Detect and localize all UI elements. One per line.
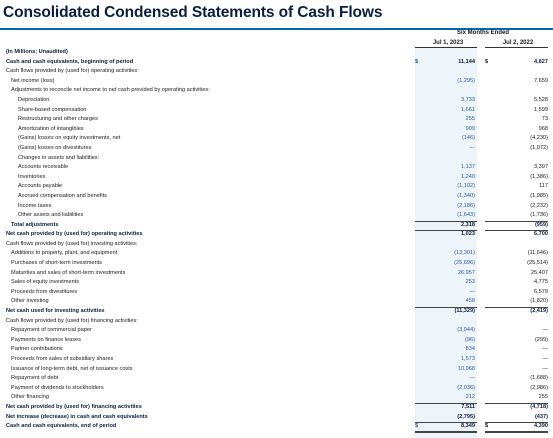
column-header-current: Jul 1, 2023 [432, 40, 464, 46]
value-current-period: 10,968 [457, 365, 475, 372]
row-label: Proceeds from divestitures [11, 288, 78, 295]
row-label: Total adjustments [11, 221, 59, 228]
row-label: Cash and cash equivalents, beginning of period [6, 58, 134, 65]
row-label: Other financing [11, 394, 49, 401]
value-prior-period: 968 [538, 125, 548, 132]
value-current-period: (25,696) [454, 260, 475, 267]
value-prior-period: 4,775 [534, 279, 548, 286]
row-label: Issuance of long-term debt, net of issuance costs [11, 365, 133, 372]
value-prior-period: 6,579 [534, 288, 548, 295]
table-row [0, 403, 553, 413]
value-current-period: (146) [461, 135, 475, 142]
row-label: Cash flows provided by (used for) financing activities: [6, 317, 138, 324]
table-row [0, 58, 553, 68]
table-row [0, 125, 553, 135]
table-row [0, 269, 553, 279]
value-prior-period: 117 [539, 183, 548, 190]
row-label: Payment of dividends to stockholders [11, 384, 104, 391]
value-prior-period: (4,718) [530, 403, 548, 410]
table-row [0, 134, 553, 144]
table-row [0, 240, 553, 250]
value-current-period: 458 [465, 298, 475, 305]
row-label: Adjustments to reconcile net income to net cash provided by operating activities: [11, 87, 210, 94]
total-rule [485, 307, 548, 308]
value-prior-period: (1,072) [530, 144, 548, 151]
cash-flow-table [0, 48, 553, 432]
value-prior-period: (1,688) [530, 375, 548, 382]
value-prior-period: 73 [541, 116, 548, 123]
value-current-period: 1,023 [461, 231, 475, 238]
value-current-period: 1,661 [461, 106, 475, 113]
value-prior-period: (25,514) [527, 260, 548, 267]
total-rule [415, 230, 477, 231]
value-current-period: 26,957 [457, 269, 475, 276]
row-label: Purchases of short-term investments [11, 260, 103, 267]
value-prior-period: (2,232) [530, 202, 548, 209]
table-row [0, 259, 553, 269]
row-label: Restructuring and other charges [18, 116, 98, 123]
row-label: Cash flows provided by (used for) operating activities: [6, 68, 139, 75]
row-label: Sales of equity investments [11, 279, 80, 286]
row-label: (Gains) losses on equity investments, net [18, 135, 121, 142]
row-label: Net increase (decrease) in cash and cash equivalents [6, 413, 148, 420]
value-prior-period: (4,230) [530, 135, 548, 142]
value-current-period: (1,102) [457, 183, 475, 190]
value-prior-period: 1,599 [534, 106, 548, 113]
value-current-period: 1,137 [461, 164, 475, 171]
value-prior-period: (1,386) [530, 173, 548, 180]
table-row [0, 278, 553, 288]
value-current-period: 909 [465, 125, 475, 132]
row-label: Share-based compensation [18, 106, 87, 113]
value-prior-period: — [542, 327, 548, 334]
row-label: Changes in assets and liabilities: [18, 154, 100, 161]
double-underline [485, 432, 548, 433]
value-current-period: — [469, 375, 475, 382]
value-prior-period: 255 [538, 394, 548, 401]
table-row [0, 297, 553, 307]
table-row [0, 336, 553, 346]
table-row [0, 221, 553, 231]
row-label: Additions to property, plant, and equipment [11, 250, 118, 257]
row-label: Repayment of commercial paper [11, 327, 92, 334]
value-current-period: (11,329) [454, 308, 475, 315]
table-row [0, 77, 553, 87]
table-row [0, 202, 553, 212]
total-rule [485, 221, 548, 222]
row-label: Accounts payable [18, 183, 63, 190]
row-label: Maturities and sales of short-term investments [11, 269, 126, 276]
value-prior-period: (437) [534, 413, 548, 420]
table-row [0, 345, 553, 355]
value-prior-period: 4,827 [534, 58, 548, 65]
value-prior-period: 6,700 [534, 231, 548, 238]
total-rule [415, 221, 477, 222]
value-current-period: (1,340) [457, 192, 475, 199]
row-label: Payments on finance leases [11, 336, 81, 343]
value-current-period: 253 [465, 279, 475, 286]
row-label: (Gains) losses on divestitures [18, 144, 92, 151]
row-label: Accrued compensation and benefits [18, 192, 107, 199]
currency-symbol: $ [415, 423, 419, 430]
value-prior-period: 7,659 [534, 77, 548, 84]
row-label: Proceeds from sales of subsidiary shares [11, 356, 114, 362]
table-row [0, 355, 553, 365]
total-rule [415, 403, 477, 404]
table-row [0, 192, 553, 202]
double-underline [415, 432, 477, 433]
table-row [0, 374, 553, 384]
column-group-header: Six Months Ended [456, 30, 509, 36]
value-current-period: (96) [465, 336, 475, 343]
table-row [0, 230, 553, 240]
table-row [0, 106, 553, 116]
table-row [0, 182, 553, 192]
currency-symbol: $ [415, 58, 419, 65]
page-title: Consolidated Condensed Statements of Cash Flows [3, 4, 383, 21]
row-label: Inventories [18, 173, 46, 180]
value-current-period: 3,733 [461, 96, 475, 103]
row-label: Accounts receivable [18, 164, 69, 171]
table-row [0, 384, 553, 394]
value-current-period: — [469, 144, 475, 151]
value-current-period: 212 [465, 394, 475, 401]
table-row [0, 163, 553, 173]
table-row [0, 211, 553, 221]
table-row [0, 413, 553, 423]
value-prior-period: (11,646) [527, 250, 548, 257]
table-row [0, 144, 553, 154]
table-row [0, 317, 553, 327]
table-row [0, 326, 553, 336]
value-prior-period: (1,985) [530, 192, 548, 199]
value-current-period: 8,349 [461, 423, 475, 430]
value-current-period: 11,144 [458, 58, 475, 65]
row-label: Depreciation [18, 96, 50, 103]
row-label: Repayment of debt [11, 375, 59, 382]
total-rule [415, 422, 477, 423]
value-current-period: (1,643) [457, 212, 475, 219]
value-prior-period: 5,528 [534, 96, 548, 103]
value-current-period: 255 [465, 116, 475, 123]
value-prior-period: (299) [534, 336, 548, 343]
table-row [0, 393, 553, 403]
table-row [0, 249, 553, 259]
table-row [0, 154, 553, 164]
value-current-period: 834 [465, 346, 475, 353]
total-rule [485, 230, 548, 231]
value-current-period: (2,036) [457, 384, 475, 391]
value-prior-period: 25,407 [530, 269, 548, 276]
value-prior-period: (1,736) [530, 212, 548, 219]
value-prior-period: (2,419) [530, 308, 548, 315]
row-label: Net cash used for investing activities [6, 308, 105, 315]
value-current-period: (1,295) [457, 77, 475, 84]
currency-symbol: $ [485, 423, 489, 430]
table-row [0, 422, 553, 432]
table-row [0, 365, 553, 375]
total-rule [485, 422, 548, 423]
value-current-period: 1,573 [461, 356, 475, 362]
value-prior-period: (2,986) [530, 384, 548, 391]
table-row [0, 115, 553, 125]
value-prior-period: 4,390 [534, 423, 548, 430]
table-row [0, 67, 553, 77]
value-current-period: 7,511 [461, 403, 475, 410]
table-row [0, 86, 553, 96]
row-label: (In Millions; Unaudited) [6, 49, 68, 55]
value-current-period: (13,301) [454, 250, 475, 257]
row-label: Other assets and liabilities [18, 212, 84, 219]
value-prior-period: — [542, 365, 548, 372]
value-prior-period: 3,397 [534, 164, 548, 171]
value-current-period: 1,240 [461, 173, 475, 180]
row-label: Net cash provided by (used for) financing activities [6, 403, 142, 410]
column-header-prior: Jul 2, 2022 [502, 40, 534, 46]
row-label: Partner contributions [11, 346, 63, 353]
title-bar [0, 0, 553, 30]
value-prior-period: (1,820) [530, 298, 548, 305]
table-row [0, 96, 553, 106]
total-rule [485, 403, 548, 404]
row-label: Income taxes [18, 202, 52, 209]
row-label: Net cash provided by (used for) operating activities [6, 231, 143, 238]
table-row [0, 307, 553, 317]
value-prior-period: (959) [534, 221, 548, 228]
total-rule [415, 307, 477, 308]
currency-symbol: $ [485, 58, 489, 65]
row-label: Other investing [11, 298, 49, 305]
value-current-period: (2,795) [457, 413, 475, 420]
table-row [0, 288, 553, 298]
value-current-period: — [469, 288, 475, 295]
value-current-period: 2,318 [461, 221, 475, 228]
row-label: Cash and cash equivalents, end of period [6, 423, 117, 430]
value-current-period: (2,186) [457, 202, 475, 209]
table-row [0, 48, 553, 58]
value-prior-period: — [542, 346, 548, 353]
value-current-period: (3,944) [457, 327, 475, 334]
row-label: Cash flows provided by (used for) investing activities: [6, 240, 138, 247]
row-label: Amortization of intangibles [18, 125, 84, 132]
row-label: Net income (loss) [11, 77, 55, 84]
value-prior-period: — [542, 356, 548, 362]
table-row [0, 173, 553, 183]
